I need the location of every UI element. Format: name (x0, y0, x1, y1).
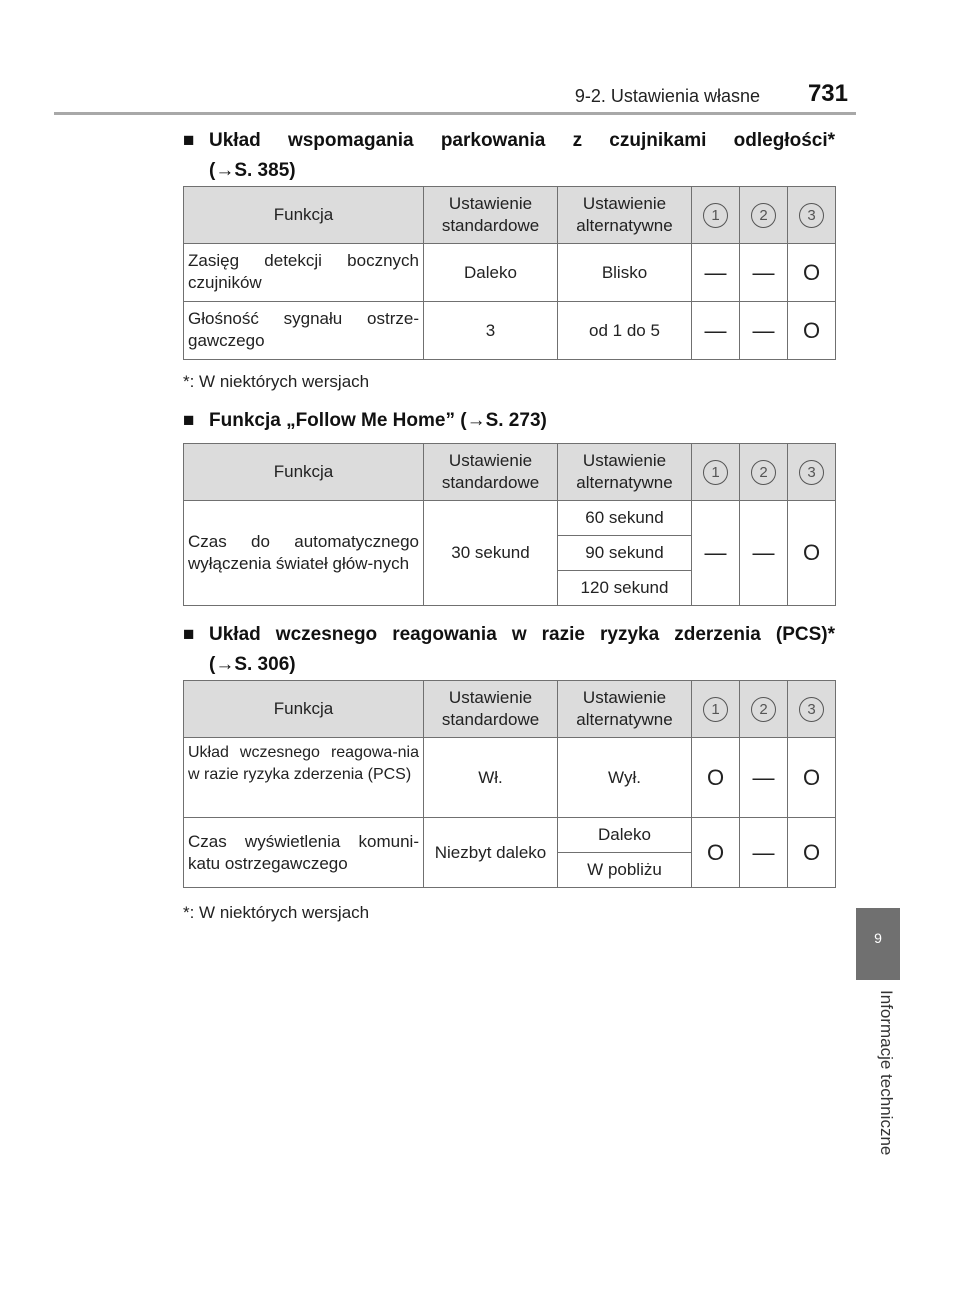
mark-cell-2: — (740, 818, 788, 888)
header-col-2 (740, 681, 788, 738)
header-col-3 (788, 681, 836, 738)
header-col-1 (692, 444, 740, 501)
square-bullet-icon: ■ (183, 130, 195, 151)
function-cell: Zasięg detekcji bocznych czujników (184, 244, 424, 302)
header-col-3 (788, 444, 836, 501)
alternative-cell: Blisko (558, 244, 692, 302)
table-row (184, 501, 836, 536)
default-cell: 30 sekund (424, 501, 558, 606)
number-2-icon: 2 (751, 697, 776, 722)
number-1-icon: 1 (703, 203, 728, 228)
heading-line2: (→S. 385) (209, 160, 296, 181)
mark-cell-1: O (692, 738, 740, 818)
heading-line1: Układ wspomagania parkowania z czujnikami odległości* (209, 130, 835, 151)
header-col-2 (740, 444, 788, 501)
header-function: Funkcja (184, 681, 424, 738)
heading-line2: (→S. 306) (209, 654, 296, 675)
heading-line1: Układ wczesnego reagowania w razie ryzyka zderzenia (PCS)* (209, 624, 835, 645)
number-3-icon: 3 (799, 203, 824, 228)
alternative-cell: W pobliżu (558, 853, 692, 888)
number-1-icon: 1 (703, 697, 728, 722)
chapter-number: 9 (874, 930, 882, 946)
alternative-cell: 120 sekund (558, 571, 692, 606)
table-header-row (184, 681, 836, 738)
section-heading-pcs (183, 620, 835, 680)
function-cell: Czas wyświetlenia komuni-katu ostrzegawczego (184, 818, 424, 888)
section-heading-follow-me-home (183, 406, 835, 436)
header-default: Ustawienie standardowe (424, 444, 558, 501)
header-alternative: Ustawienie alternatywne (558, 187, 692, 244)
mark-cell-1: — (692, 302, 740, 360)
header-col-1 (692, 187, 740, 244)
square-bullet-icon: ■ (183, 624, 195, 645)
mark-cell-1: O (692, 818, 740, 888)
alternative-cell: 60 sekund (558, 501, 692, 536)
header-col-3 (788, 187, 836, 244)
alternative-cell: Wył. (558, 738, 692, 818)
settings-table-parking (183, 186, 836, 360)
table-row (184, 302, 836, 360)
table-header-row (184, 187, 836, 244)
page-header (0, 0, 960, 115)
function-cell: Układ wczesnego reagowa-nia w razie ryzyka zderzenia (PCS) (184, 738, 424, 818)
header-col-1 (692, 681, 740, 738)
alternative-cell: Daleko (558, 818, 692, 853)
section-title: 9-2. Ustawienia własne (574, 86, 760, 106)
header-function: Funkcja (184, 187, 424, 244)
chapter-label: Informacje techniczne (877, 990, 896, 1156)
chapter-tab (856, 908, 900, 980)
table-row (184, 738, 836, 818)
mark-cell-3: O (788, 501, 836, 606)
mark-cell-2: — (740, 302, 788, 360)
number-2-icon: 2 (751, 203, 776, 228)
settings-table-pcs (183, 680, 836, 888)
function-cell: Czas do automatycznego wyłączenia świateł głów-nych (184, 501, 424, 606)
mark-cell-2: — (740, 738, 788, 818)
default-cell: Wł. (424, 738, 558, 818)
table-row (184, 818, 836, 853)
mark-cell-3: O (788, 302, 836, 360)
mark-cell-3: O (788, 244, 836, 302)
mark-cell-1: — (692, 244, 740, 302)
header-alternative: Ustawienie alternatywne (558, 444, 692, 501)
header-divider (54, 112, 856, 115)
default-cell: Niezbyt daleko (424, 818, 558, 888)
table-header-row (184, 444, 836, 501)
footnote: *: W niektórych wersjach (183, 903, 370, 922)
mark-cell-3: O (788, 818, 836, 888)
header-default: Ustawienie standardowe (424, 187, 558, 244)
square-bullet-icon: ■ (183, 410, 195, 431)
default-cell: Daleko (424, 244, 558, 302)
header-col-2 (740, 187, 788, 244)
header-default: Ustawienie standardowe (424, 681, 558, 738)
number-2-icon: 2 (751, 460, 776, 485)
section-heading-parking (183, 126, 835, 186)
mark-cell-2: — (740, 501, 788, 606)
heading-line1: Funkcja „Follow Me Home” (→S. 273) (209, 410, 547, 431)
alternative-cell: od 1 do 5 (558, 302, 692, 360)
function-cell: Głośność sygnału ostrze-gawczego (184, 302, 424, 360)
header-function: Funkcja (184, 444, 424, 501)
default-cell: 3 (424, 302, 558, 360)
table-row (184, 244, 836, 302)
header-alternative: Ustawienie alternatywne (558, 681, 692, 738)
footnote: *: W niektórych wersjach (183, 372, 370, 391)
mark-cell-3: O (788, 738, 836, 818)
page-number: 731 (807, 80, 848, 107)
number-1-icon: 1 (703, 460, 728, 485)
settings-table-follow-me-home (183, 443, 836, 606)
number-3-icon: 3 (799, 460, 824, 485)
number-3-icon: 3 (799, 697, 824, 722)
alternative-cell: 90 sekund (558, 536, 692, 571)
mark-cell-2: — (740, 244, 788, 302)
mark-cell-1: — (692, 501, 740, 606)
